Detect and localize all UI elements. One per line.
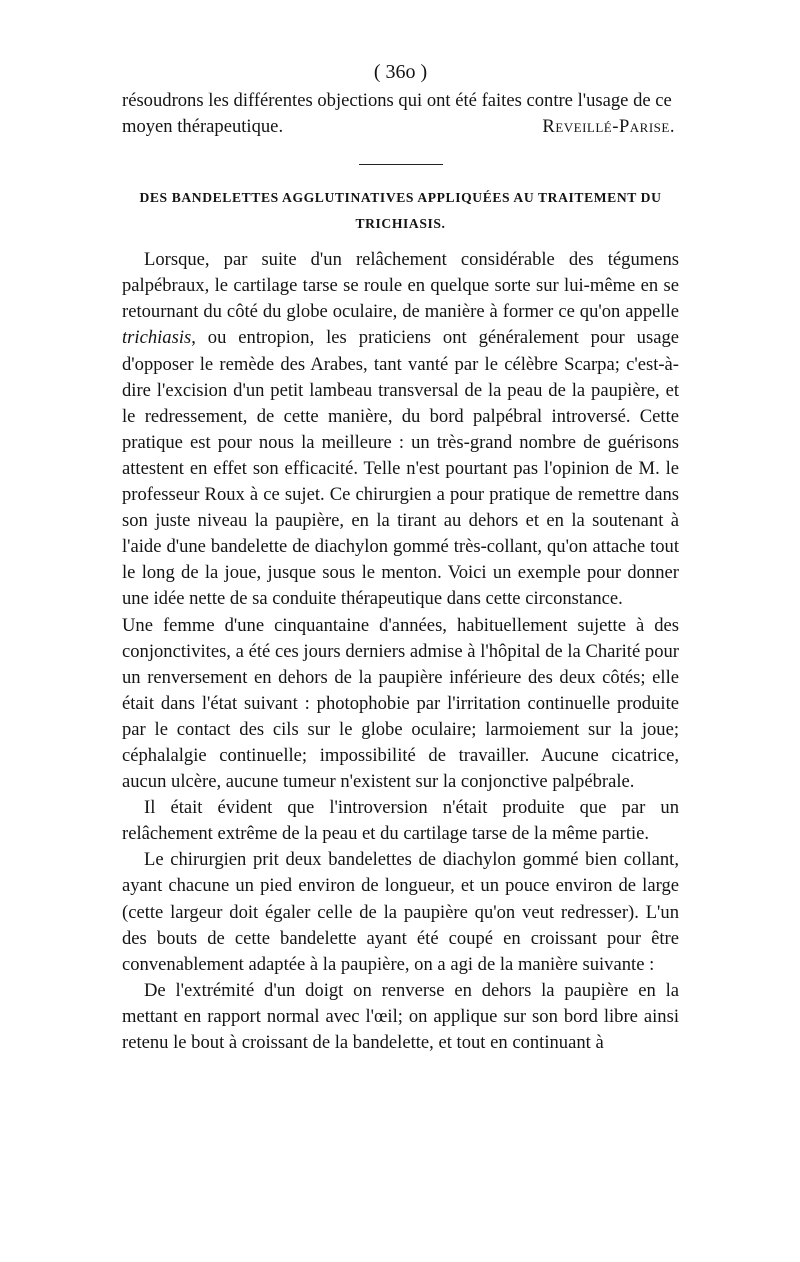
paragraph-1-start: Lorsque, par suite d'un relâchement considérable des tégumens palpébraux, le cartilage tarse se roule en quelque sorte sur lui-même en se retournant du côté du globe oculaire, de manière à former ce qu'on appelle [122, 249, 679, 323]
article-body [122, 247, 679, 1056]
carryover-line: résoudrons les différentes objections qui ont été faites contre l'usage de ce [122, 90, 672, 111]
section-divider [359, 164, 443, 165]
carryover-closing-line [122, 114, 679, 140]
author-signature: Reveillé-Parise. [542, 116, 675, 138]
paragraph-2: Une femme d'une cinquantaine d'années, habituellement sujette à des conjonctivites, a été ces jours derniers admise à l'hôpital de la Charité pour un renversement en dehors de la paupière inférieure des deux côtés; elle était dans l'état suivant : photophobie par l'irritation continuelle produite par le contact des cils sur le globe oculaire; larmoiement sur la joue; céphalalgie continuelle; impossibilité de travailler. Aucune cicatrice, aucun ulcère, aucune tumeur n'existent sur la conjonctive palpébrale. [122, 614, 679, 793]
paragraph-5: De l'extrémité d'un doigt on renverse en dehors la paupière en la mettant en rapport normal avec l'œil; on applique sur son bord libre ainsi retenu le bout à croissant de la bandelette, et tout en continuant à [122, 979, 679, 1053]
article-title: DES BANDELETTES AGGLUTINATIVES APPLIQUÉES AU TRAITEMENT DU TRICHIASIS. [139, 190, 662, 232]
paragraph-4: Le chirurgien prit deux bandelettes de diachylon gommé bien collant, ayant chacune un pied environ de longueur, et un pouce environ de large (cette largeur doit égaler celle de la paupière qu'on veut redresser). L'un des bouts de cette bandelette ayant été coupé en croissant pour être convenablement adaptée à la paupière, on a agi de la manière suivante : [122, 849, 679, 975]
page-number: ( 36o ) [373, 61, 428, 83]
paragraph-3: Il était évident que l'introversion n'était produite que par un relâchement extrême de la peau et du cartilage tarse de la même partie. [122, 797, 679, 845]
paragraph-1 [122, 247, 679, 612]
paragraph-1-end: , ou entropion, les praticiens ont généralement pour usage d'opposer le remède des Arabes, tant vanté par le célèbre Scarpa; c'est-à-dire l'excision d'un petit lambeau transversal de la peau de la paupière, et le redressement, de cette manière, du bord palpébral introversé. Cette pratique est pour nous la meilleure : un très-grand nombre de guérisons attestent en effet son efficacité. Telle n'est pourtant pas l'opinion de M. le professeur Roux à ce sujet. Ce chirurgien a pour pratique de remettre dans son juste niveau la paupière, en la tirant au dehors et en la soutenant à l'aide d'une bandelette de diachylon gommé très-collant, qu'on attache tout le long de la joue, jusque sous le menton. Voici un exemple pour donner une idée nette de sa conduite thérapeutique dans cette circonstance. [122, 327, 679, 610]
carryover-text: moyen thérapeutique. [122, 116, 284, 138]
term-trichiasis: trichiasis [122, 327, 192, 349]
book-page [122, 58, 679, 1056]
